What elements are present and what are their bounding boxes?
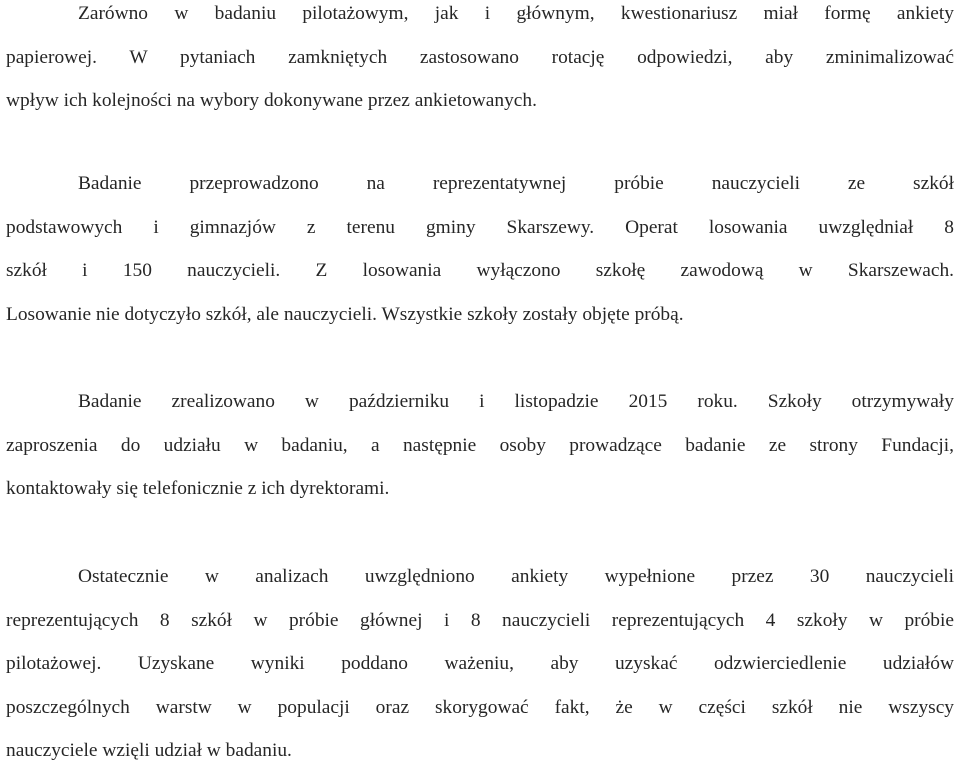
paragraph-line: nauczyciele wzięli udział w badaniu. (6, 740, 292, 761)
paragraph-line: reprezentujących 8 szkół w próbie głównej i 8 nauczycieli reprezentujących 4 szkoły w próbie (6, 609, 954, 631)
paragraph-line: Badanie zrealizowano w październiku i listopadzie 2015 roku. Szkoły otrzymywały (78, 391, 954, 412)
paragraph-line: podstawowych i gimnazjów z terenu gminy Skarszewy. Operat losowania uwzględniał 8 (6, 216, 954, 238)
paragraph-line: kontaktowały się telefonicznie z ich dyrektorami. (6, 478, 390, 499)
paragraph-line: pilotażowej. Uzyskane wyniki poddano ważeniu, aby uzyskać odzwierciedlenie udziałów (6, 653, 954, 674)
paragraph-line: wpływ ich kolejności na wybory dokonywane przez ankietowanych. (6, 90, 537, 111)
paragraph-sample-description (6, 162, 954, 336)
paragraph-line: szkół i 150 nauczycieli. Z losowania wyłączono szkołę zawodową w Skarszewach. (6, 260, 954, 281)
paragraph-line: poszczególnych warstw w populacji oraz skorygować fakt, że w części szkół nie wszyscy (6, 696, 954, 718)
paragraph-line: Losowanie nie dotyczyło szkół, ale nauczycieli. Wszystkie szkoły zostały objęte próbą. (6, 303, 684, 325)
paragraph-line: papierowej. W pytaniach zamkniętych zastosowano rotację odpowiedzi, aby zminimalizować (6, 46, 954, 68)
paragraph-fieldwork-period (6, 380, 954, 511)
paragraph-final-analysis (6, 555, 954, 773)
paragraph-questionnaire-form (6, 0, 954, 123)
paragraph-line: zaproszenia do udziału w badaniu, a następnie osoby prowadzące badanie ze strony Fundacji, (6, 434, 954, 456)
paragraph-line: Zarówno w badaniu pilotażowym, jak i głównym, kwestionariusz miał formę ankiety (78, 3, 954, 24)
paragraph-line: Badanie przeprowadzono na reprezentatywnej próbie nauczycieli ze szkół (78, 173, 954, 194)
paragraph-line: Ostatecznie w analizach uwzględniono ankiety wypełnione przez 30 nauczycieli (78, 566, 954, 587)
